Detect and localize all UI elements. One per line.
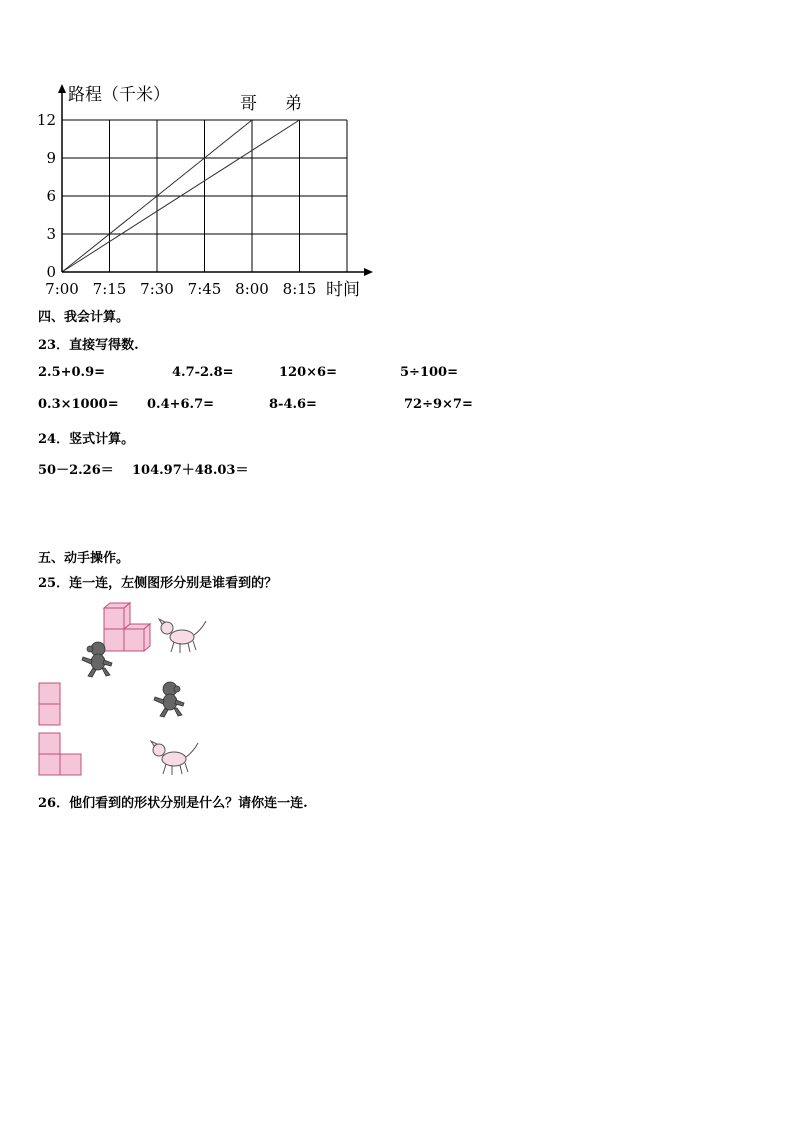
x-tick-label: 7:30 — [140, 280, 174, 298]
y-tick-label: 12 — [36, 111, 56, 129]
chart-grid — [62, 120, 347, 272]
q23-expr: 4.7-2.8= — [172, 365, 234, 380]
y-tick-label: 9 — [46, 149, 56, 167]
q24-title: 24．竖式计算。 — [38, 432, 135, 447]
y-axis-arrow — [58, 84, 66, 93]
q23-expr: 2.5+0.9= — [38, 365, 106, 380]
dog-icon — [158, 615, 210, 655]
y-tick-label: 0 — [46, 263, 56, 281]
x-tick-label: 7:00 — [45, 280, 79, 298]
chart-axes — [58, 84, 373, 276]
x-tick-label: 8:15 — [282, 280, 317, 298]
view-shape-vertical — [38, 682, 62, 726]
y-tick-labels — [37, 111, 56, 281]
x-tick-labels — [45, 280, 316, 298]
q25-title: 25．连一连，左侧图形分别是谁看到的？ — [38, 576, 278, 591]
monkey-icon — [78, 640, 118, 678]
q23-expr: 5÷100= — [400, 365, 458, 380]
q23-expr: 8-4.6= — [269, 397, 317, 412]
section4-title: 四、我会计算。 — [38, 310, 130, 325]
q23-expr: 0.3×1000= — [38, 397, 119, 412]
q23-expr: 0.4+6.7= — [147, 397, 215, 412]
q23-expr: 72÷9×7= — [404, 397, 473, 412]
section5-title: 五、动手操作。 — [38, 551, 130, 566]
monkey-icon — [150, 680, 190, 718]
x-axis-arrow — [364, 268, 373, 276]
x-tick-label: 7:45 — [187, 280, 222, 298]
q24-expr: 50－2.26＝ — [38, 463, 114, 478]
q26-title: 26．他们看到的形状分别是什么？请你连一连. — [38, 796, 308, 811]
series-label-gege: 哥 — [240, 94, 257, 114]
q23-title: 23．直接写得数. — [38, 338, 139, 353]
y-axis-label: 路程（千米） — [68, 85, 170, 105]
distance-time-chart — [30, 80, 380, 305]
series-label-didi: 弟 — [285, 94, 302, 114]
dog-icon — [150, 737, 202, 777]
q23-expr: 120×6= — [279, 365, 337, 380]
x-axis-label: 时间 — [326, 280, 360, 300]
view-shape-l — [38, 732, 82, 776]
y-tick-label: 6 — [46, 187, 56, 205]
x-tick-label: 7:15 — [92, 280, 127, 298]
x-tick-label: 8:00 — [235, 280, 269, 298]
q24-expr: 104.97＋48.03＝ — [132, 463, 249, 478]
y-tick-label: 3 — [46, 225, 56, 243]
